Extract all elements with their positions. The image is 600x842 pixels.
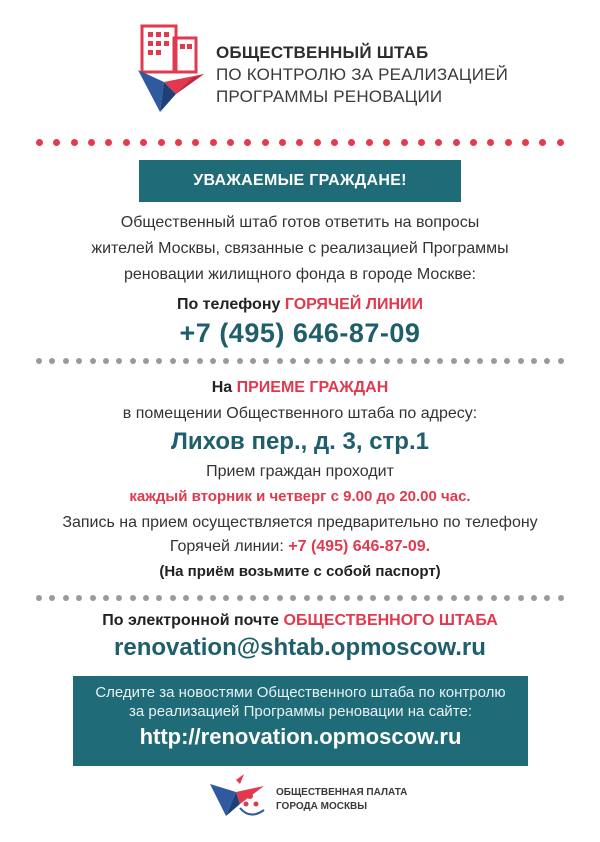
divider-dot — [558, 358, 564, 364]
divider-dot — [250, 595, 256, 601]
divider-dot — [116, 595, 122, 601]
reception-line-2: Прием граждан проходит — [206, 463, 394, 480]
divider-dot — [63, 358, 69, 364]
divider-dot — [330, 595, 336, 601]
divider-dot — [130, 358, 136, 364]
divider-dot — [491, 358, 497, 364]
divider-dot — [518, 595, 524, 601]
header-title — [216, 42, 508, 108]
hotline-heading — [0, 296, 600, 314]
divider-dot — [103, 358, 109, 364]
divider-dot — [143, 595, 149, 601]
divider-dot — [558, 595, 564, 601]
divider-dot — [210, 358, 216, 364]
divider-dot — [263, 358, 269, 364]
footer-line-2: ГОРОДА МОСКВЫ — [276, 801, 368, 812]
divider-dot — [90, 595, 96, 601]
news-box — [73, 676, 528, 766]
divider-dot — [227, 139, 234, 146]
renovation-staff-logo — [136, 20, 206, 118]
divider-dot — [192, 139, 199, 146]
divider-dot — [116, 358, 122, 364]
divider-dot — [250, 358, 256, 364]
divider-dot — [237, 358, 243, 364]
divider-dot — [348, 139, 355, 146]
divider-dot — [401, 139, 408, 146]
divider-dot — [544, 595, 550, 601]
divider-dot — [411, 595, 417, 601]
divider-dot — [304, 358, 310, 364]
divider-dot — [366, 139, 373, 146]
divider-dot — [518, 358, 524, 364]
divider-dot — [331, 139, 338, 146]
divider-dot — [397, 595, 403, 601]
divider-dot — [491, 595, 497, 601]
divider-dot — [244, 139, 251, 146]
intro-line-3: реновации жилищного фонда в городе Москве: — [124, 266, 476, 283]
divider-dot — [304, 595, 310, 601]
reception-line-4-prefix: Горячей линии: — [169, 538, 289, 555]
divider-dot — [539, 139, 546, 146]
divider-dot — [317, 358, 323, 364]
header-line-3: ПРОГРАММЫ РЕНОВАЦИИ — [216, 87, 443, 106]
divider-dot — [504, 358, 510, 364]
reception-note: (На приём возьмите с собой паспорт) — [159, 563, 441, 580]
divider-dot — [210, 139, 217, 146]
divider-dot — [487, 139, 494, 146]
divider-dot — [76, 595, 82, 601]
divider-dot — [411, 358, 417, 364]
reception-line-4-phone: +7 (495) 646-87-09. — [288, 538, 431, 555]
reception-prefix: На — [211, 379, 237, 396]
footer-org-name — [276, 786, 407, 814]
divider-dot — [470, 139, 477, 146]
divider-dot — [263, 595, 269, 601]
divider-dot — [183, 358, 189, 364]
divider-dot — [437, 595, 443, 601]
intro-line-2: жителей Москвы, связанные с реализацией Программы — [91, 240, 509, 257]
divider-dot — [477, 358, 483, 364]
divider-dot — [383, 139, 390, 146]
divider-dot — [424, 595, 430, 601]
intro-line-1: Общественный штаб готов ответить на вопросы — [120, 214, 480, 231]
divider-dot — [531, 595, 537, 601]
divider-dot — [197, 595, 203, 601]
divider-dot — [36, 358, 42, 364]
divider-dot — [477, 595, 483, 601]
divider-dot — [505, 139, 512, 146]
email-highlight: ОБЩЕСТВЕННОГО ШТАБА — [283, 612, 498, 629]
divider-dot — [76, 358, 82, 364]
divider-dot — [370, 595, 376, 601]
divider-red-dots — [36, 137, 564, 147]
news-site-link[interactable]: http://renovation.opmoscow.ru — [139, 724, 462, 749]
header-line-1: ОБЩЕСТВЕННЫЙ ШТАБ — [216, 43, 429, 62]
divider-dot — [317, 595, 323, 601]
divider-dot — [143, 358, 149, 364]
reception-line-4 — [0, 538, 600, 556]
divider-dot — [290, 358, 296, 364]
reception-highlight: ПРИЕМЕ ГРАЖДАН — [236, 379, 389, 396]
divider-dot — [237, 595, 243, 601]
divider-dot — [544, 358, 550, 364]
reception-address: Лихов пер., д. 3, стр.1 — [171, 428, 429, 455]
divider-dot — [277, 358, 283, 364]
divider-dot — [277, 595, 283, 601]
reception-schedule: каждый вторник и четверг с 9.00 до 20.00 час. — [129, 488, 471, 505]
divider-dot — [437, 358, 443, 364]
divider-dot — [557, 139, 564, 146]
divider-dot — [170, 358, 176, 364]
divider-dot — [49, 358, 55, 364]
divider-dot — [384, 358, 390, 364]
email-address-link[interactable]: renovation@shtab.opmoscow.ru — [114, 634, 486, 661]
divider-dot — [36, 139, 43, 146]
divider-dot — [357, 595, 363, 601]
reception-line-3: Запись на прием осуществляется предварительно по телефону — [62, 514, 538, 531]
divider-dot — [123, 139, 130, 146]
divider-dot — [183, 595, 189, 601]
divider-dot — [262, 139, 269, 146]
reception-heading — [0, 379, 600, 397]
divider-dot — [71, 139, 78, 146]
divider-dot — [522, 139, 529, 146]
divider-dot — [210, 595, 216, 601]
hotline-phone: +7 (495) 646-87-09 — [179, 318, 421, 348]
header-line-2: ПО КОНТРОЛЮ ЗА РЕАЛИЗАЦИЕЙ — [216, 65, 509, 84]
divider-dot — [357, 358, 363, 364]
divider-dot — [418, 139, 425, 146]
divider-dot — [90, 358, 96, 364]
divider-dot — [290, 595, 296, 601]
divider-dot — [156, 595, 162, 601]
divider-dot — [158, 139, 165, 146]
divider-dot — [531, 358, 537, 364]
divider-dot — [105, 139, 112, 146]
divider-dot — [140, 139, 147, 146]
divider-dot — [344, 358, 350, 364]
news-line-2: за реализацией Программы реновации на сайте: — [128, 703, 472, 720]
divider-dot — [384, 595, 390, 601]
divider-dot — [330, 358, 336, 364]
divider-dot — [464, 595, 470, 601]
footer-line-1: ОБЩЕСТВЕННАЯ ПАЛАТА — [276, 787, 408, 798]
divider-dot — [424, 358, 430, 364]
divider-dot — [504, 595, 510, 601]
divider-dot — [370, 358, 376, 364]
divider-dot — [464, 358, 470, 364]
email-prefix: По электронной почте — [102, 612, 284, 629]
divider-dot — [36, 595, 42, 601]
email-heading — [0, 612, 600, 630]
divider-dot — [175, 139, 182, 146]
divider-dot — [197, 358, 203, 364]
reception-line-1: в помещении Общественного штаба по адресу: — [122, 405, 478, 422]
divider-dot — [451, 595, 457, 601]
hotline-highlight: ГОРЯЧЕЙ ЛИНИИ — [284, 296, 424, 313]
divider-dot — [53, 139, 60, 146]
divider-gray-dots-1 — [36, 356, 564, 366]
divider-dot — [130, 595, 136, 601]
divider-dot — [103, 595, 109, 601]
divider-dot — [453, 139, 460, 146]
divider-dot — [344, 595, 350, 601]
divider-dot — [314, 139, 321, 146]
divider-dot — [451, 358, 457, 364]
divider-dot — [49, 595, 55, 601]
divider-gray-dots-2 — [36, 593, 564, 603]
divider-dot — [223, 358, 229, 364]
divider-dot — [88, 139, 95, 146]
divider-dot — [397, 358, 403, 364]
divider-dot — [435, 139, 442, 146]
news-line-1: Следите за новостями Общественного штаба по контролю — [95, 684, 506, 701]
hotline-prefix: По телефону — [176, 296, 285, 313]
divider-dot — [279, 139, 286, 146]
divider-dot — [223, 595, 229, 601]
divider-dot — [63, 595, 69, 601]
divider-dot — [156, 358, 162, 364]
divider-dot — [296, 139, 303, 146]
divider-dot — [170, 595, 176, 601]
greeting-banner: УВАЖАЕМЫЕ ГРАЖДАНЕ! — [139, 160, 461, 202]
public-chamber-logo — [206, 770, 268, 822]
